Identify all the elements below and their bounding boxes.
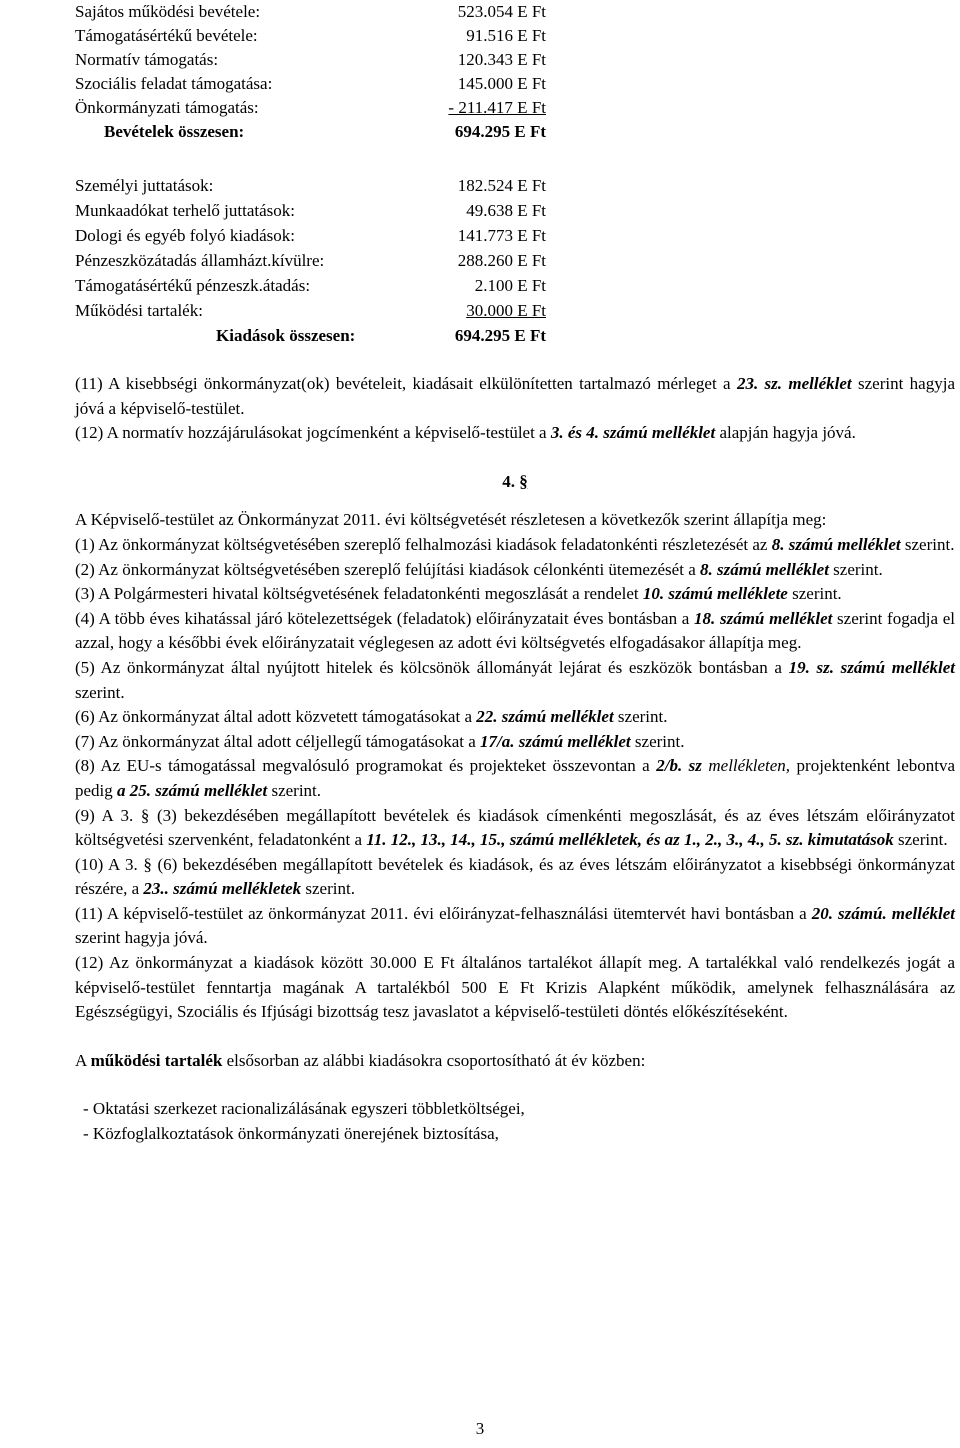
- paragraph: [75, 508, 955, 533]
- paragraph: [75, 754, 955, 803]
- text-run: szerint.: [833, 559, 883, 579]
- text-run: szerint.: [305, 879, 355, 899]
- expense-value: 49.638 E Ft: [466, 201, 546, 220]
- revenue-total-value: 694.295 E Ft: [454, 122, 546, 141]
- text-run: (10) A 3.: [75, 854, 138, 874]
- section-number: 4.: [502, 471, 515, 491]
- text-run: (3) bekezdésében megállapított bevételek és kiadások címenkénti megoszlását, és az éves létszám előirányzatot költségvetési szervenként, feladatonként a: [75, 805, 956, 850]
- text-run: (9) A 3.: [75, 805, 134, 825]
- text-run: A Képviselő-testület az Önkormányzat 2011. évi költségvetését részletesen a következők szerint állapítja meg:: [75, 510, 827, 530]
- text-run: szerint.: [898, 830, 948, 850]
- text-emphasis: 19. sz. számú melléklet: [788, 657, 955, 677]
- expense-label: Dologi és egyéb folyó kiadások:: [75, 226, 296, 245]
- text-run: szerint.: [634, 731, 685, 751]
- section-symbol: §: [519, 471, 528, 491]
- section-symbol: §: [140, 805, 150, 825]
- text-emphasis: 18. számú melléklet: [694, 608, 833, 628]
- text-run: szerint hagyja jóvá a képviselő-testület.: [75, 374, 955, 418]
- revenue-label: Támogatásértékű bevétele:: [75, 26, 258, 45]
- text-emphasis: 8. számú melléklet: [771, 534, 901, 554]
- paragraph: [75, 804, 955, 853]
- expense-value: 182.524 E Ft: [457, 176, 546, 195]
- expense-value: 288.260 E Ft: [457, 251, 546, 270]
- revenue-value: 523.054 E Ft: [457, 2, 546, 21]
- expense-label: Támogatásértékű pénzeszk.átadás:: [75, 276, 311, 295]
- list-item: - Közfoglalkoztatások önkormányzati önerejének biztosítása,: [83, 1124, 499, 1144]
- revenue-label: Szociális feladat támogatása:: [75, 74, 273, 93]
- revenue-total-label: Bevételek összesen:: [104, 122, 245, 141]
- expense-label: Munkaadókat terhelő juttatások:: [75, 201, 295, 220]
- text-emphasis: 20. számú. melléklet: [811, 903, 956, 923]
- paragraph: [75, 582, 955, 607]
- paragraph: [75, 1049, 955, 1074]
- document-body: [75, 372, 955, 1147]
- expense-total-label: Kiadások összesen:: [216, 326, 356, 345]
- text-emphasis: 23.. számú mellékletek: [143, 879, 302, 899]
- revenue-label: Sajátos működési bevétele:: [75, 2, 261, 21]
- text-run: szerint.: [792, 584, 842, 604]
- text-emphasis: a 25. számú melléklet: [117, 780, 268, 800]
- expense-value: 30.000 E Ft: [466, 301, 546, 320]
- paragraph: [75, 730, 955, 755]
- reserve-list: [75, 1097, 955, 1146]
- text-run: projektenként lebontva pedig: [75, 756, 956, 800]
- revenue-value: 145.000 E Ft: [457, 74, 546, 93]
- text-emphasis: 2/b. sz: [656, 756, 702, 776]
- text-run: szerint fogadja el azzal, hogy a későbbi évek előirányzatait véglegesen az adott évi költségvetés elfogadásakor állapítja meg.: [75, 608, 955, 653]
- text-run: szerint.: [75, 682, 125, 702]
- text-run: (6) Az önkormányzat által adott közvetett támogatásokat a: [75, 707, 472, 727]
- text-run: (8) Az EU-s támogatással megvalósuló programokat és projekteket összevontan a: [75, 756, 650, 776]
- revenue-value: - 211.417 E Ft: [448, 98, 546, 117]
- expense-label: Működési tartalék:: [75, 301, 203, 320]
- text-run: (7) Az önkormányzat által adott céljellegű támogatásokat a: [75, 731, 476, 751]
- text-run: elsősorban az alábbi kiadásokra csoportosítható át év közben:: [226, 1050, 646, 1070]
- text-run: (4) A több éves kihatással járó kötelezettségek (feladatok) előirányzatait éves bontásban a: [75, 608, 690, 628]
- page-number: 3: [475, 1419, 485, 1438]
- text-run: (2) Az önkormányzat költségvetésében szereplő felújítási kiadások célonkénti ütemezését a: [75, 559, 696, 579]
- paragraph: [75, 951, 955, 1025]
- paragraph: [75, 902, 955, 951]
- paragraph: [75, 372, 955, 421]
- text-emphasis: 22. számú melléklet: [476, 707, 614, 727]
- text-run: (6) bekezdésében megállapított bevételek és kiadások, és az éves létszám előirányzatot a kisebbségi önkormányzat részére, a: [75, 854, 955, 899]
- text-run: (12) A normatív hozzájárulásokat jogcímenként a képviselő-testület a: [75, 423, 547, 443]
- text-run: alapján hagyja jóvá.: [719, 423, 856, 443]
- text-run: mellékleten,: [708, 756, 791, 776]
- text-run: szerint.: [904, 534, 955, 554]
- section-symbol: §: [143, 854, 152, 874]
- text-emphasis: 10. számú melléklete: [642, 584, 788, 604]
- section-heading: [75, 470, 955, 495]
- expense-label: Pénzeszközátadás államházt.kívülre:: [75, 251, 325, 270]
- text-run: A: [75, 1050, 87, 1070]
- expense-value: 141.773 E Ft: [457, 226, 546, 245]
- paragraph: [75, 705, 955, 730]
- text-run: szerint.: [271, 780, 322, 800]
- text-emphasis: 8. számú melléklet: [700, 559, 829, 579]
- revenue-label: Normatív támogatás:: [75, 50, 219, 69]
- paragraph: [75, 607, 955, 656]
- revenue-value: 91.516 E Ft: [466, 26, 546, 45]
- text-run: (12) Az önkormányzat a kiadások között 30.000 E Ft általános tartalékot állapít meg. A tartalékkal való rendelkezés jogát a képviselő-testület fenntartja magának A tartalékból 500 E Ft Krizis Alapként működik, amelynek felhasználására az Egészségügyi, Szociális és Ifjúsági bizottság tesz javaslatot a képviselő-testületi döntés előkészítéseként.: [75, 953, 955, 1022]
- text-run: szerint hagyja jóvá.: [75, 928, 208, 948]
- text-run: (5) Az önkormányzat által nyújtott hitelek és kölcsönök állományát lejárat és eszközök bontásban a: [75, 657, 782, 677]
- expense-total-value: 694.295 E Ft: [454, 326, 546, 345]
- paragraph: [75, 421, 955, 446]
- text-run: (11) A képviselő-testület az önkormányzat 2011. évi előirányzat-felhasználási ütemtervét havi bontásban a: [75, 903, 807, 923]
- revenue-label: Önkormányzati támogatás:: [75, 98, 259, 117]
- paragraph: [75, 558, 955, 583]
- text-run: (11) A kisebbségi önkormányzat(ok) bevételeit, kiadásait elkülönítetten tartalmazó mérleget a: [75, 374, 731, 393]
- revenue-value: 120.343 E Ft: [457, 50, 546, 69]
- text-run: szerint.: [617, 707, 668, 727]
- expense-label: Személyi juttatások:: [75, 176, 214, 195]
- paragraph: [75, 656, 955, 705]
- expense-value: 2.100 E Ft: [474, 276, 546, 295]
- list-item: - Oktatási szerkezet racionalizálásának egyszeri többletköltségei,: [83, 1099, 525, 1119]
- text-emphasis: működési tartalék: [90, 1050, 223, 1070]
- paragraph: [75, 853, 955, 902]
- text-emphasis: 3. és 4. számú melléklet: [550, 423, 716, 443]
- paragraph: [75, 533, 955, 558]
- text-run: (3) A Polgármesteri hivatal költségvetésének feladatonkénti megoszlását a rendelet: [75, 584, 639, 604]
- text-run: (1) Az önkormányzat költségvetésében szereplő felhalmozási kiadások feladatonkénti részletezését az: [75, 534, 768, 554]
- text-emphasis: 23. sz. melléklet: [736, 374, 852, 393]
- text-emphasis: 17/a. számú melléklet: [480, 731, 631, 751]
- text-emphasis: 11. 12., 13., 14., 15., számú mellékletek, és az 1., 2., 3., 4., 5. sz. kimutatások: [366, 830, 894, 850]
